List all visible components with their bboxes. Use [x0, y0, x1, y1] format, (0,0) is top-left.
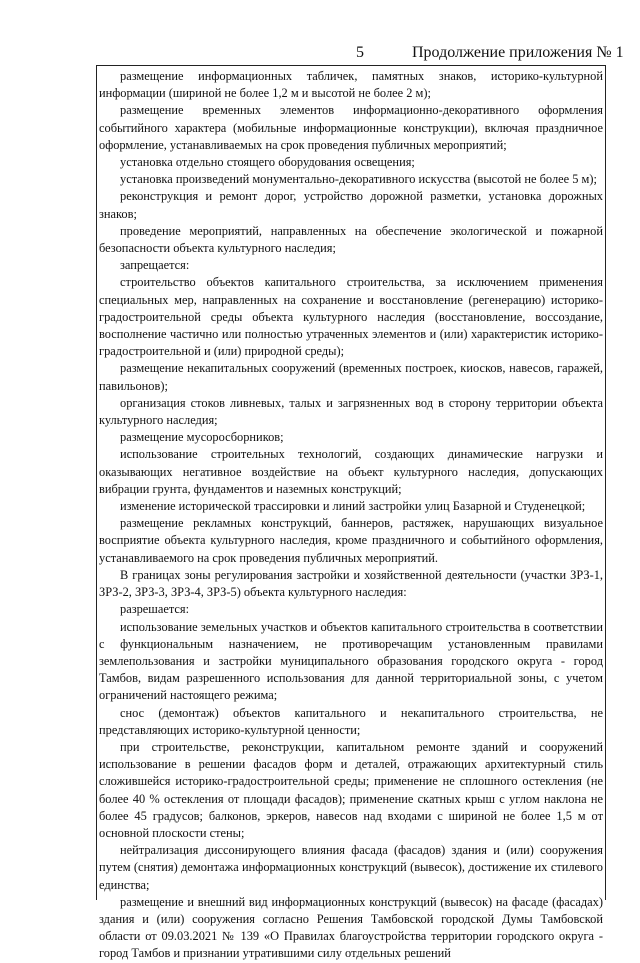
paragraph: размещение временных элементов информационно-декоративного оформления событийного характера (мобильные информационные конструкции), включая праздничное оформление, устанавливаемых на срок проведения публичных мероприятий; — [99, 103, 603, 152]
paragraph: организация стоков ливневых, талых и загрязненных вод в сторону территории объекта культурного наследия; — [99, 395, 603, 428]
paragraph: при строительстве, реконструкции, капитальном ремонте зданий и сооружений использование в решении фасадов форм и деталей, отражающих архитектурный стиль сложившейся историко-градостроительной среды; применение не сплошного остекления (не более 40 % остекления от площади фасадов); применение скатных крыш с углом наклона не более 45 градусов; балконов, эркеров, навесов над входами с шириной не более 1,5 м от основной плоскости стены; — [99, 739, 603, 840]
paragraph: изменение исторической трассировки и линий застройки улиц Базарной и Студенецкой; — [120, 499, 586, 514]
paragraph: размещение информационных табличек, памятных знаков, историко-культурной информации (шириной не более 1,2 м и высотой не более 2 м); — [99, 69, 603, 101]
paragraph: размещение и внешний вид информационных конструкций (вывесок) на фасаде (фасадах) здания и (или) сооружения согласно Решения Тамбовской городской Думы Тамбовской области от 09.03.2021 № 139 «О Правилах благоустройства территории городского округа - город Тамбов и признании утратившими силу отдельных решений — [99, 894, 603, 961]
paragraph: размещение рекламных конструкций, баннеров, растяжек, нарушающих визуальное восприятие объекта культурного наследия, кроме праздничного и событийного оформления, устанавливаемого на срок проведения публичных мероприятий. — [99, 516, 603, 565]
paragraph: размещение некапитальных сооружений (временных построек, киосков, навесов, гаражей, павильонов); — [99, 361, 603, 393]
body-text — [99, 68, 603, 963]
paragraph: установка произведений монументально-декоративного искусства (высотой не более 5 м); — [120, 172, 597, 187]
page-number: 5 — [356, 44, 364, 61]
paragraph: проведение мероприятий, направленных на обеспечение экологической и пожарной безопасности объекта культурного наследия; — [99, 223, 603, 256]
paragraph: реконструкция и ремонт дорог, устройство дорожной разметки, установка дорожных знаков; — [99, 189, 603, 221]
text-frame — [96, 65, 606, 961]
paragraph: установка отдельно стоящего оборудования освещения; — [120, 155, 415, 170]
paragraph: запрещается: — [120, 258, 190, 273]
paragraph: снос (демонтаж) объектов капитального и некапитального строительства, не представляющих историко-культурной ценности; — [99, 705, 603, 737]
paragraph: использование земельных участков и объектов капитального строительства в соответствии с функциональным назначением, не противоречащим установленным правилами землепользования и застройки муниципального образования городского округа - город Тамбов, видам разрешенного использования для данной территориальной зоны, с учетом ограничений настоящего режима; — [99, 619, 603, 703]
paragraph: использование строительных технологий, создающих динамические нагрузки и оказывающих негативное воздействие на объект культурного наследия, допускающих вибрации грунта, фундаментов и наземных конструкций; — [99, 447, 603, 496]
paragraph: В границах зоны регулирования застройки и хозяйственной деятельности (участки ЗРЗ-1, ЗРЗ-2, ЗРЗ-3, ЗРЗ-4, ЗРЗ-5) объекта культурного наследия: — [99, 567, 603, 600]
paragraph: нейтрализация диссонирующего влияния фасада (фасадов) здания и (или) сооружения путем (снятия) демонтажа информационных конструкций (вывесок), достижение их стилевого единства; — [99, 843, 603, 892]
paragraph: размещение мусоросборников; — [120, 430, 284, 445]
paragraph: разрешается: — [120, 602, 190, 617]
appendix-continuation-title: Продолжение приложения № 1 — [412, 44, 624, 61]
paragraph: строительство объектов капитального строительства, за исключением применения специальных мер, направленных на сохранение и восстановление (регенерацию) историко-градостроительной среды объекта культурного наследия (восстановление, воссоздание, восполнение частично или полностью утраченных элементов и (или) характеристик историко-градостроительной и (или) природной среды); — [99, 275, 603, 359]
